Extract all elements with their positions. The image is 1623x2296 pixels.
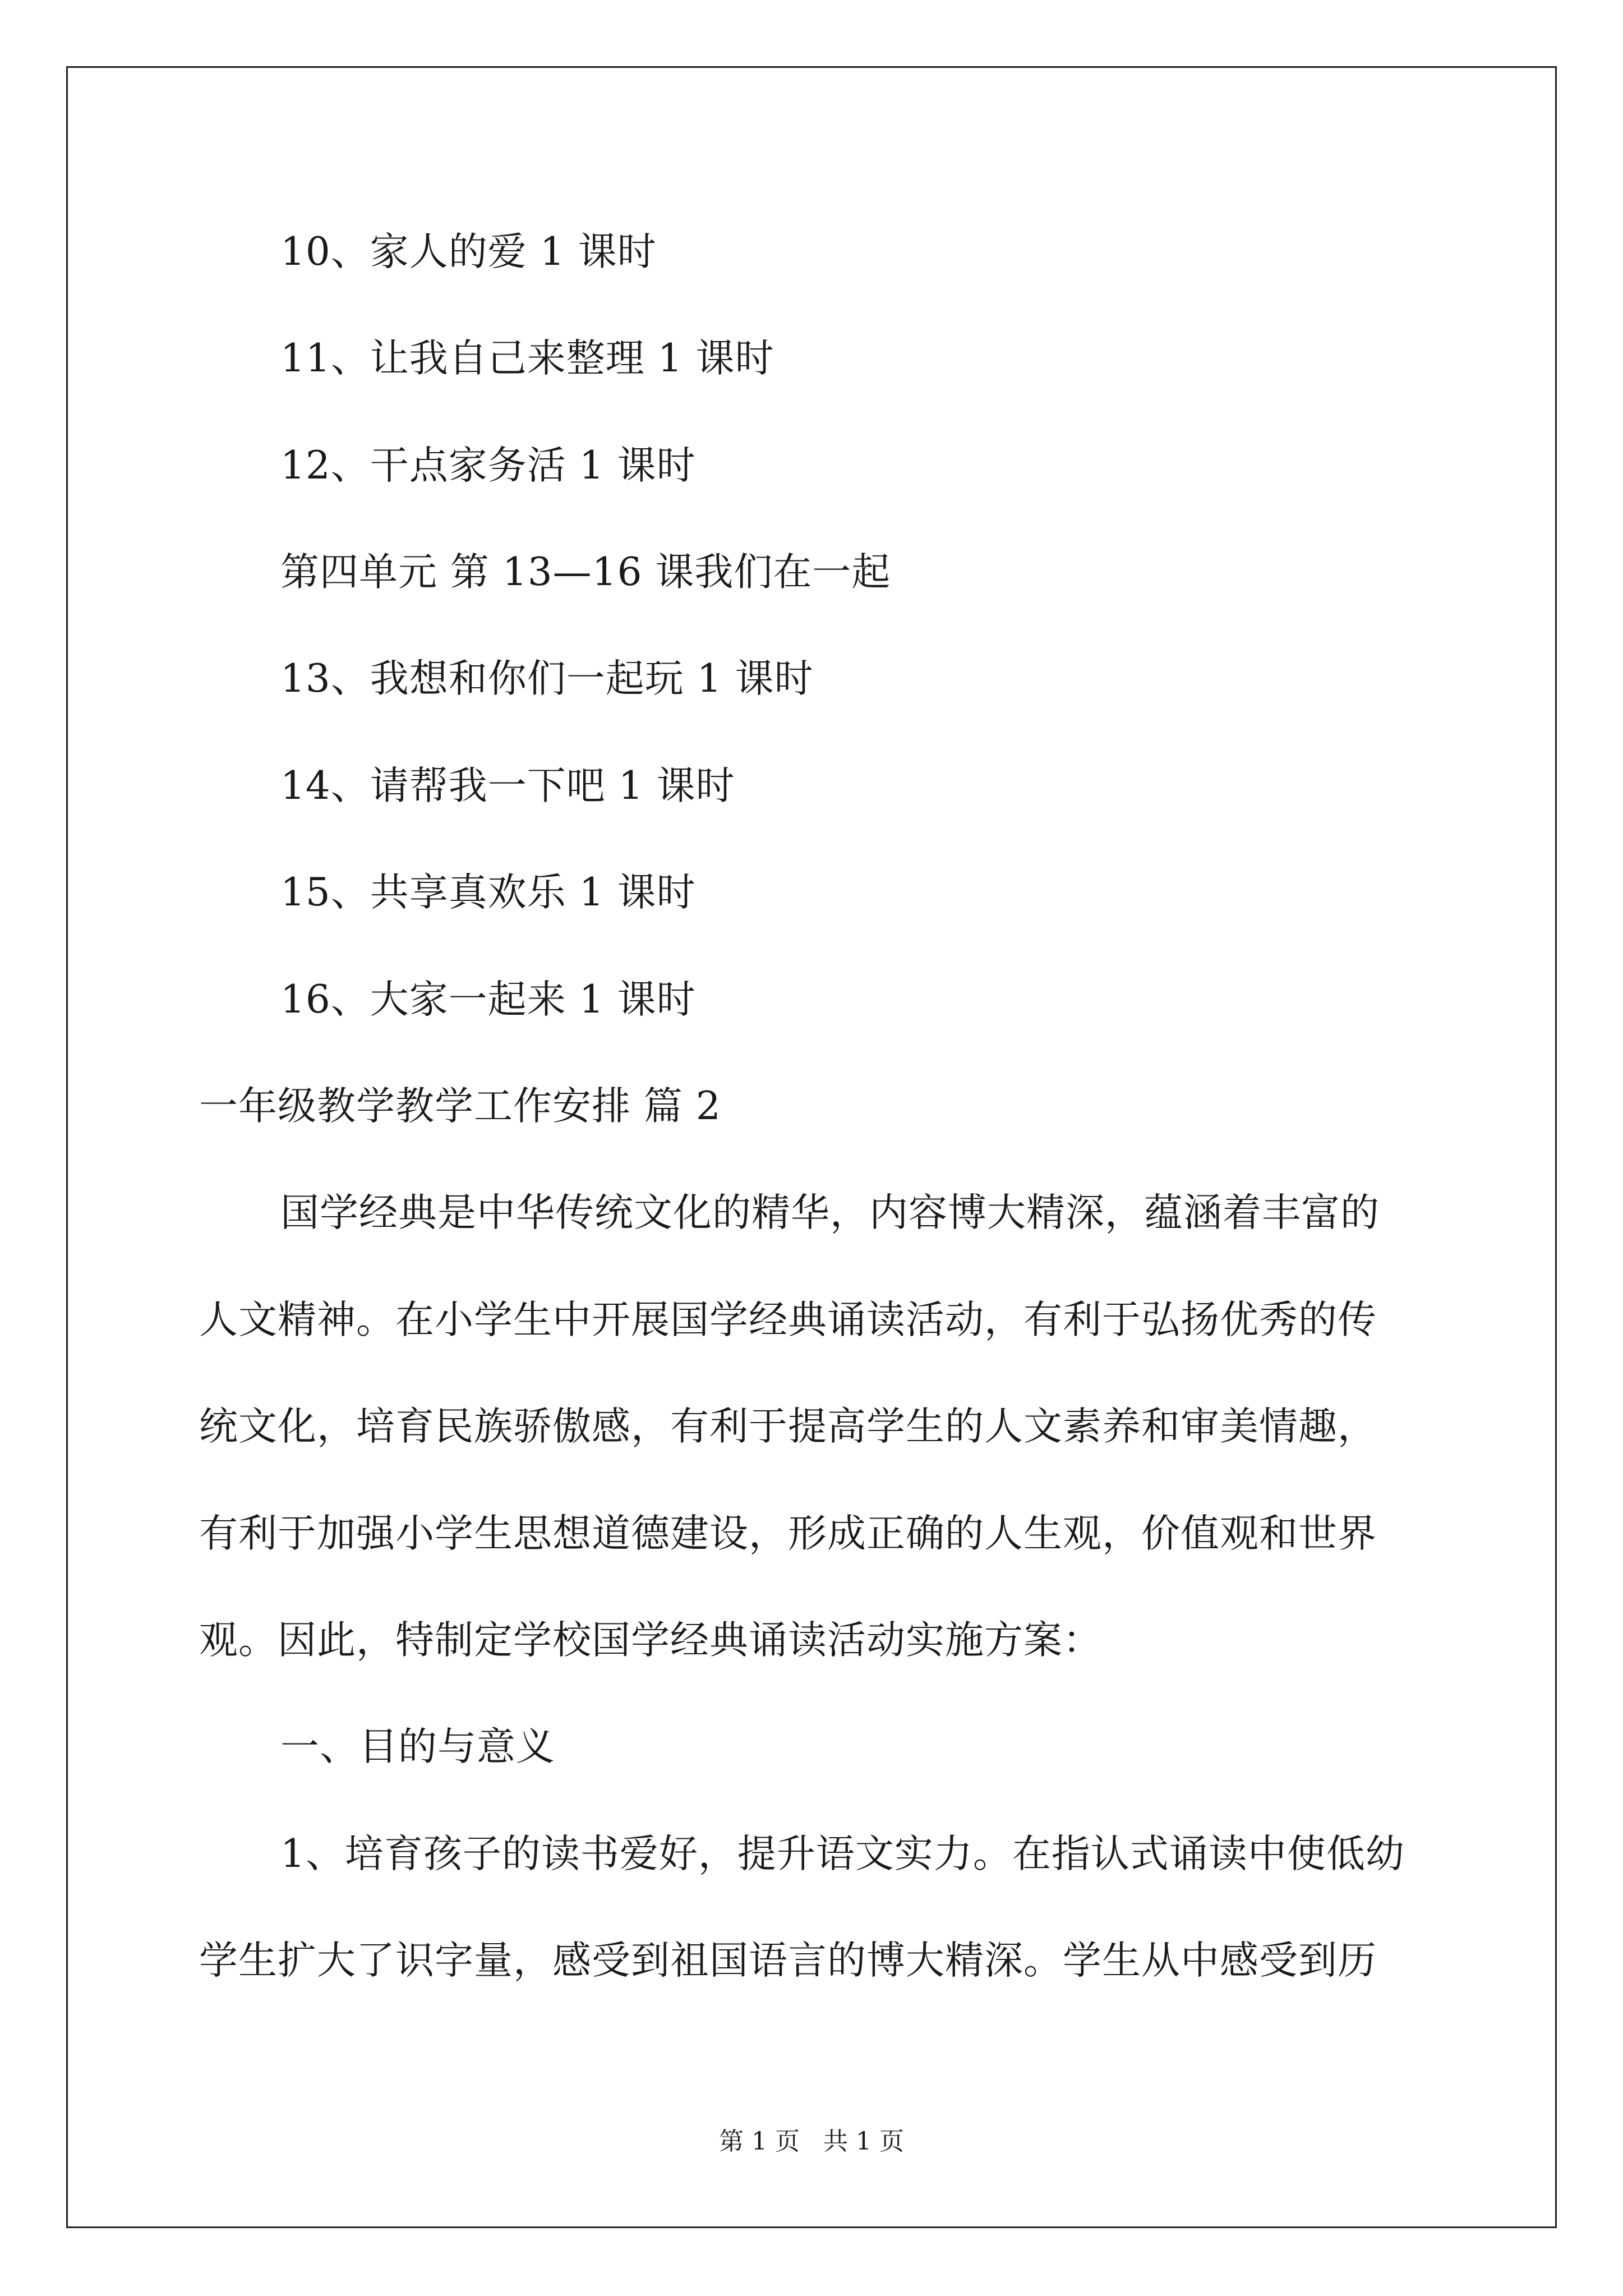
lesson-item-15: 15、共享真欢乐 1 课时: [280, 870, 696, 915]
lesson-item-16: 16、大家一起来 1 课时: [280, 977, 696, 1022]
lesson-item-10: 10、家人的爱 1 课时: [280, 229, 657, 274]
lesson-item-14: 14、请帮我一下吧 1 课时: [280, 763, 735, 808]
subheading: 一、目的与意义: [280, 1724, 555, 1769]
unit-heading: 第四单元 第 13—16 课我们在一起: [280, 550, 891, 595]
section-title: 一年级教学教学工作安排 篇 2: [199, 1084, 721, 1129]
paragraph-line: 有利于加强小学生思想道德建设，形成正确的人生观，价值观和世界: [199, 1511, 1377, 1556]
lesson-item-13: 13、我想和你们一起玩 1 课时: [280, 656, 814, 701]
paragraph-line: 人文精神。在小学生中开展国学经典诵读活动，有利于弘扬优秀的传: [199, 1297, 1377, 1342]
paragraph-line: 观。因此，特制定学校国学经典诵读活动实施方案：: [199, 1618, 1102, 1663]
page-border: [66, 66, 1557, 2228]
page-footer: 第 1 页 共 1 页: [719, 2127, 904, 2156]
paragraph-line: 统文化，培育民族骄傲感，有利于提高学生的人文素养和审美情趣，: [199, 1404, 1377, 1449]
paragraph-line: 国学经典是中华传统文化的精华，内容博大精深，蕴涵着丰富的: [280, 1190, 1380, 1235]
paragraph-line: 学生扩大了识字量，感受到祖国语言的博大精深。学生从中感受到历: [199, 1938, 1377, 1983]
lesson-item-12: 12、干点家务活 1 课时: [280, 443, 696, 488]
lesson-item-11: 11、让我自己来整理 1 课时: [280, 336, 774, 381]
paragraph-line: 1、培育孩子的读书爱好，提升语文实力。在指认式诵读中使低幼: [280, 1832, 1405, 1876]
